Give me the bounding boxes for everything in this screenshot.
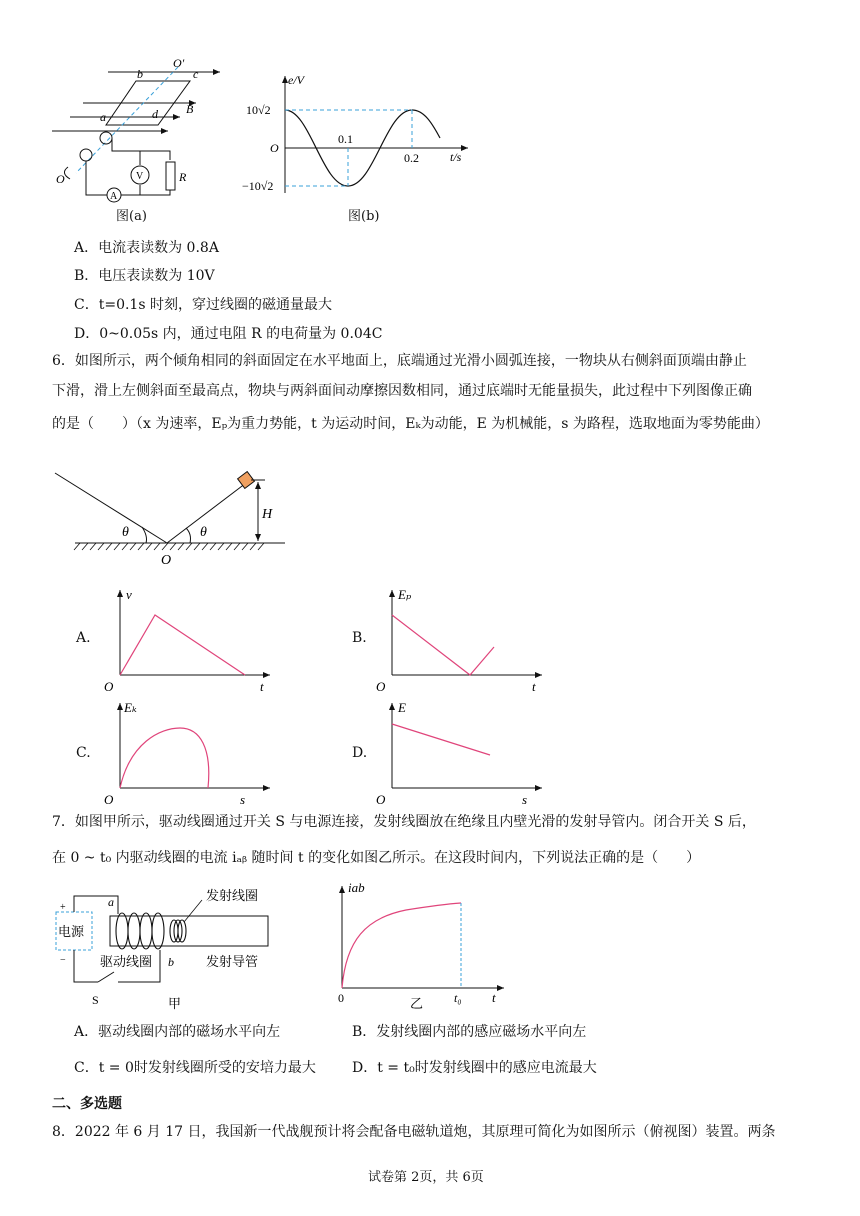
q6-graph-c [100,698,280,808]
svg-text:c: c [193,67,199,81]
svg-text:0.1: 0.1 [338,132,353,146]
svg-text:O: O [270,141,279,155]
svg-text:O: O [161,553,172,568]
q5-option-a: A．电流表读数为 0.8A [74,240,219,256]
svg-text:θ: θ [122,525,129,540]
svg-text:t: t [532,679,536,694]
svg-text:甲: 甲 [168,996,182,1011]
svg-text:驱动线圈: 驱动线圈 [100,954,153,969]
q6-incline-figure [50,470,290,570]
svg-text:发射导管: 发射导管 [206,954,259,969]
q5-option-c: C．t=0.1s 时刻，穿过线圈的磁通量最大 [74,297,332,313]
svg-text:H: H [262,507,273,522]
svg-text:电源: 电源 [58,924,85,939]
svg-text:B: B [186,102,194,116]
q7-line-2: 在 0 ~ t₀ 内驱动线圈的电流 iₐᵦ 随时间 t 的变化如图乙所示。在这段时间内，下列说法正确的是（ ） [52,850,701,866]
svg-text:O: O [104,679,114,694]
q6-line-1: 6．如图所示，两个倾角相同的斜面固定在水平地面上，底端通过光滑小圆弧连接，一物块从右侧斜面顶端由静止 [52,353,747,369]
q5-option-b: B．电压表读数为 10V [74,268,215,284]
q7-option-a: A．驱动线圈内部的磁场水平向左 [74,1024,281,1040]
q6-graph-b [372,585,552,695]
svg-text:O: O [376,792,386,807]
q7-graph-yi [326,880,516,1015]
q7-graph-ylabel: iab [348,880,365,895]
svg-text:Eₚ: Eₚ [398,587,412,602]
svg-text:乙: 乙 [410,996,424,1011]
section-title: 二、多选题 [52,1096,122,1112]
svg-text:O: O [376,679,386,694]
svg-text:+: + [60,902,66,913]
q6-line-3: 的是（ ）（x 为速率，Eₚ为重力势能，t 为运动时间，Eₖ为动能，E 为机械能，s 为路程，选取地面为零势能曲） [52,416,769,432]
svg-text:Eₖ: Eₖ [124,700,137,715]
fig-a-label-oprime: O′ [173,56,185,70]
svg-text:t: t [492,990,496,1005]
page-footer: 试卷第 2页，共 6页 [368,1170,484,1185]
q5-figure-a [48,55,233,230]
svg-text:t₀: t₀ [454,991,462,1005]
svg-text:t/s: t/s [450,150,462,164]
q6-line-2: 下滑，滑上左侧斜面至最高点，物块与两斜面间动摩擦因数相同，通过底端时无能量损失，此过程中下列图像正确 [52,383,752,399]
svg-text:R: R [179,170,187,184]
svg-text:0.2: 0.2 [404,151,419,165]
q6-graph-d [372,698,552,808]
q7-figure-jia [48,880,288,1015]
q5-graph-b [240,68,480,198]
q7-option-b: B．发射线圈内部的感应磁场水平向左 [352,1024,587,1040]
fig-a-caption: 图(a) [116,209,147,224]
svg-text:0: 0 [338,991,344,1005]
q8-line-1: 8．2022 年 6 月 17 日，我国新一代战舰预计将会配备电磁轨道炮，其原理可简化为如图所示（俯视图）装置。两条 [52,1124,776,1140]
svg-text:−: − [60,955,66,966]
svg-text:b: b [137,67,143,81]
svg-text:O: O [104,792,114,807]
svg-text:发射线圈: 发射线圈 [206,888,259,903]
svg-text:−10√2: −10√2 [242,179,274,193]
q7-option-c: C．t = 0时发射线圈所受的安培力最大 [74,1060,316,1076]
q6-graph-a [100,585,280,695]
fig-b-caption: 图(b) [348,209,380,224]
svg-text:A: A [110,191,118,202]
svg-text:d: d [152,107,158,121]
svg-text:e/V: e/V [288,73,304,87]
q5-option-d: D．0~0.05s 内，通过电阻 R 的电荷量为 0.04C [74,326,383,342]
q6-option-b-label: B. [352,630,367,646]
svg-text:E: E [398,700,406,715]
svg-text:θ: θ [200,525,207,540]
svg-text:t: t [260,679,264,694]
svg-text:S: S [92,993,99,1007]
q6-option-a-label: A. [76,630,91,646]
svg-text:O: O [56,172,65,186]
svg-text:v: v [126,587,132,602]
svg-text:s: s [522,792,528,807]
q7-line-1: 7．如图甲所示，驱动线圈通过开关 S 与电源连接，发射线圈放在绝缘且内壁光滑的发射导管内。闭合开关 S 后， [52,814,756,830]
q6-option-c-label: C. [76,745,91,761]
q7-option-d: D．t = t₀时发射线圈中的感应电流最大 [352,1060,597,1076]
svg-text:a: a [100,110,106,124]
svg-text:b: b [168,955,174,969]
svg-text:V: V [136,171,144,182]
q6-option-d-label: D. [352,745,368,761]
svg-text:10√2: 10√2 [246,103,271,117]
svg-text:s: s [240,792,246,807]
svg-text:a: a [108,895,114,909]
